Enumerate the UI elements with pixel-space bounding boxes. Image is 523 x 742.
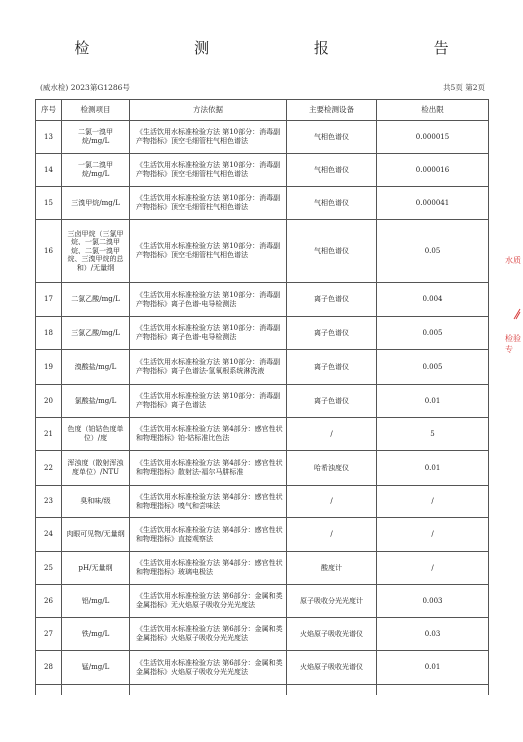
row-no: 16: [36, 220, 62, 283]
col-header-limit: 检出限: [377, 100, 489, 121]
row-item: 铝/mg/L: [62, 585, 130, 618]
table-row: [36, 385, 489, 418]
row-method: 《生活饮用水标准检验方法 第10部分：消毒副产物指标》离子色谱法-氢氧根系统淋洗液: [130, 350, 287, 385]
table-row: [36, 187, 489, 220]
row-no: 22: [36, 451, 62, 486]
row-equipment: 酸度计: [287, 552, 377, 585]
row-limit: 0.004: [377, 283, 489, 317]
row-no: 20: [36, 385, 62, 418]
seal-top-text: 水质: [505, 256, 521, 265]
row-equipment: 火焰原子吸收光谱仪: [287, 618, 377, 651]
row-item: 三氯乙酸/mg/L: [62, 317, 130, 350]
row-item: 铁/mg/L: [62, 618, 130, 651]
row-method: 《生活饮用水标准检验方法 第6部分：金属和类金属指标》火焰原子吸收分光光度法: [130, 651, 287, 685]
row-item: 二氯一溴甲烷/mg/L: [62, 121, 130, 154]
row-method: 《生活饮用水标准检验方法 第4部分：感官性状和物理指标》铂-钴标准比色法: [130, 418, 287, 451]
row-item: 锰/mg/L: [62, 651, 130, 685]
row-method: 《生活饮用水标准检验方法 第4部分：感官性状和物理指标》散射法-福尔马肼标准: [130, 451, 287, 486]
table-row: [36, 518, 489, 552]
row-equipment: 气相色谱仪: [287, 154, 377, 187]
row-limit: 0.03: [377, 618, 489, 651]
row-limit: 0.000041: [377, 187, 489, 220]
table-row: [36, 486, 489, 518]
row-method: 《生活饮用水标准检验方法 第10部分：消毒副产物指标》离子色谱-电导检测法: [130, 317, 287, 350]
row-item: 氯酸盐/mg/L: [62, 385, 130, 418]
table-row: [36, 618, 489, 651]
row-limit: 0.005: [377, 317, 489, 350]
row-method: 《生活饮用水标准检验方法 第6部分：金属和类金属指标》火焰原子吸收分光光度法: [130, 618, 287, 651]
row-method: 《生活饮用水标准检验方法 第10部分：消毒副产物指标》顶空毛细管柱气相色谱法: [130, 154, 287, 187]
row-equipment: 离子色谱仪: [287, 350, 377, 385]
row-equipment: 离子色谱仪: [287, 283, 377, 317]
table-tail-row: [36, 685, 489, 696]
row-equipment: /: [287, 486, 377, 518]
row-no: 21: [36, 418, 62, 451]
row-method: 《生活饮用水标准检验方法 第6部分：金属和类金属指标》无火焰原子吸收分光光度法: [130, 585, 287, 618]
table-row: [36, 220, 489, 283]
row-method: 《生活饮用水标准检验方法 第10部分：消毒副产物指标》离子色谱-电导检测法: [130, 283, 287, 317]
seal-bottom-text: 检验专: [505, 334, 521, 354]
table-row: [36, 451, 489, 486]
row-item: 浑浊度（散射浑浊度单位）/NTU: [62, 451, 130, 486]
row-method: 《生活饮用水标准检验方法 第10部分：消毒副产物指标》离子色谱法: [130, 385, 287, 418]
col-header-equipment: 主要检测设备: [287, 100, 377, 121]
row-limit: 0.05: [377, 220, 489, 283]
row-method: 《生活饮用水标准检验方法 第4部分：感官性状和物理指标》嗅气和尝味法: [130, 486, 287, 518]
report-number: (威水检) 2023第G1286号: [40, 83, 130, 92]
row-equipment: 气相色谱仪: [287, 187, 377, 220]
col-header-no: 序号: [36, 100, 62, 121]
row-equipment: /: [287, 418, 377, 451]
row-equipment: 气相色谱仪: [287, 220, 377, 283]
seal-mark: [512, 307, 522, 321]
table-row: [36, 418, 489, 451]
row-no: 23: [36, 486, 62, 518]
row-item: 色度（铂钴色度单位）/度: [62, 418, 130, 451]
row-no: 15: [36, 187, 62, 220]
test-results-table: [35, 99, 489, 695]
row-item: 溴酸盐/mg/L: [62, 350, 130, 385]
row-limit: 0.01: [377, 651, 489, 685]
row-limit: 5: [377, 418, 489, 451]
row-limit: 0.01: [377, 451, 489, 486]
row-limit: 0.01: [377, 385, 489, 418]
page-info: 共5页 第2页: [443, 83, 485, 92]
report-title: 检 测 报 告: [74, 39, 499, 57]
table-row: [36, 317, 489, 350]
col-header-method: 方法依据: [130, 100, 287, 121]
row-item: 三溴甲烷/mg/L: [62, 187, 130, 220]
row-equipment: /: [287, 518, 377, 552]
row-method: 《生活饮用水标准检验方法 第10部分：消毒副产物指标》顶空毛细管柱气相色谱法: [130, 220, 287, 283]
row-item: pH/无量纲: [62, 552, 130, 585]
table-row: [36, 651, 489, 685]
row-equipment: 火焰原子吸收光谱仪: [287, 651, 377, 685]
col-header-item: 检测项目: [62, 100, 130, 121]
row-item: 一氯二溴甲烷/mg/L: [62, 154, 130, 187]
row-equipment: 哈希浊度仪: [287, 451, 377, 486]
row-limit: /: [377, 552, 489, 585]
row-item: 肉眼可见物/无量纲: [62, 518, 130, 552]
table-row: [36, 283, 489, 317]
row-limit: 0.000015: [377, 121, 489, 154]
seal-stamp: [505, 255, 523, 365]
row-equipment: 离子色谱仪: [287, 385, 377, 418]
row-method: 《生活饮用水标准检验方法 第4部分：感官性状和物理指标》直接观察法: [130, 518, 287, 552]
row-no: 18: [36, 317, 62, 350]
row-no: 19: [36, 350, 62, 385]
row-limit: 0.003: [377, 585, 489, 618]
row-equipment: 气相色谱仪: [287, 121, 377, 154]
table-row: [36, 154, 489, 187]
row-method: 《生活饮用水标准检验方法 第4部分：感官性状和物理指标》玻璃电极法: [130, 552, 287, 585]
table-row: [36, 350, 489, 385]
row-no: 24: [36, 518, 62, 552]
row-equipment: 离子色谱仪: [287, 317, 377, 350]
table-header-row: [36, 100, 489, 121]
row-item: 二氯乙酸/mg/L: [62, 283, 130, 317]
row-no: 26: [36, 585, 62, 618]
table-row: [36, 121, 489, 154]
row-limit: /: [377, 518, 489, 552]
row-method: 《生活饮用水标准检验方法 第10部分：消毒副产物指标》顶空毛细管柱气相色谱法: [130, 187, 287, 220]
table-row: [36, 552, 489, 585]
row-no: 14: [36, 154, 62, 187]
row-no: 25: [36, 552, 62, 585]
row-no: 27: [36, 618, 62, 651]
row-no: 28: [36, 651, 62, 685]
row-item: 三卤甲烷（三氯甲烷、一氯二溴甲烷、二氯一溴甲烷、三溴甲烷的总和）/无量纲: [62, 220, 130, 283]
row-limit: 0.000016: [377, 154, 489, 187]
row-method: 《生活饮用水标准检验方法 第10部分：消毒副产物指标》顶空毛细管柱气相色谱法: [130, 121, 287, 154]
row-no: 13: [36, 121, 62, 154]
row-limit: 0.005: [377, 350, 489, 385]
row-equipment: 原子吸收分光光度计: [287, 585, 377, 618]
row-no: 17: [36, 283, 62, 317]
row-item: 臭和味/级: [62, 486, 130, 518]
row-limit: /: [377, 486, 489, 518]
table-row: [36, 585, 489, 618]
